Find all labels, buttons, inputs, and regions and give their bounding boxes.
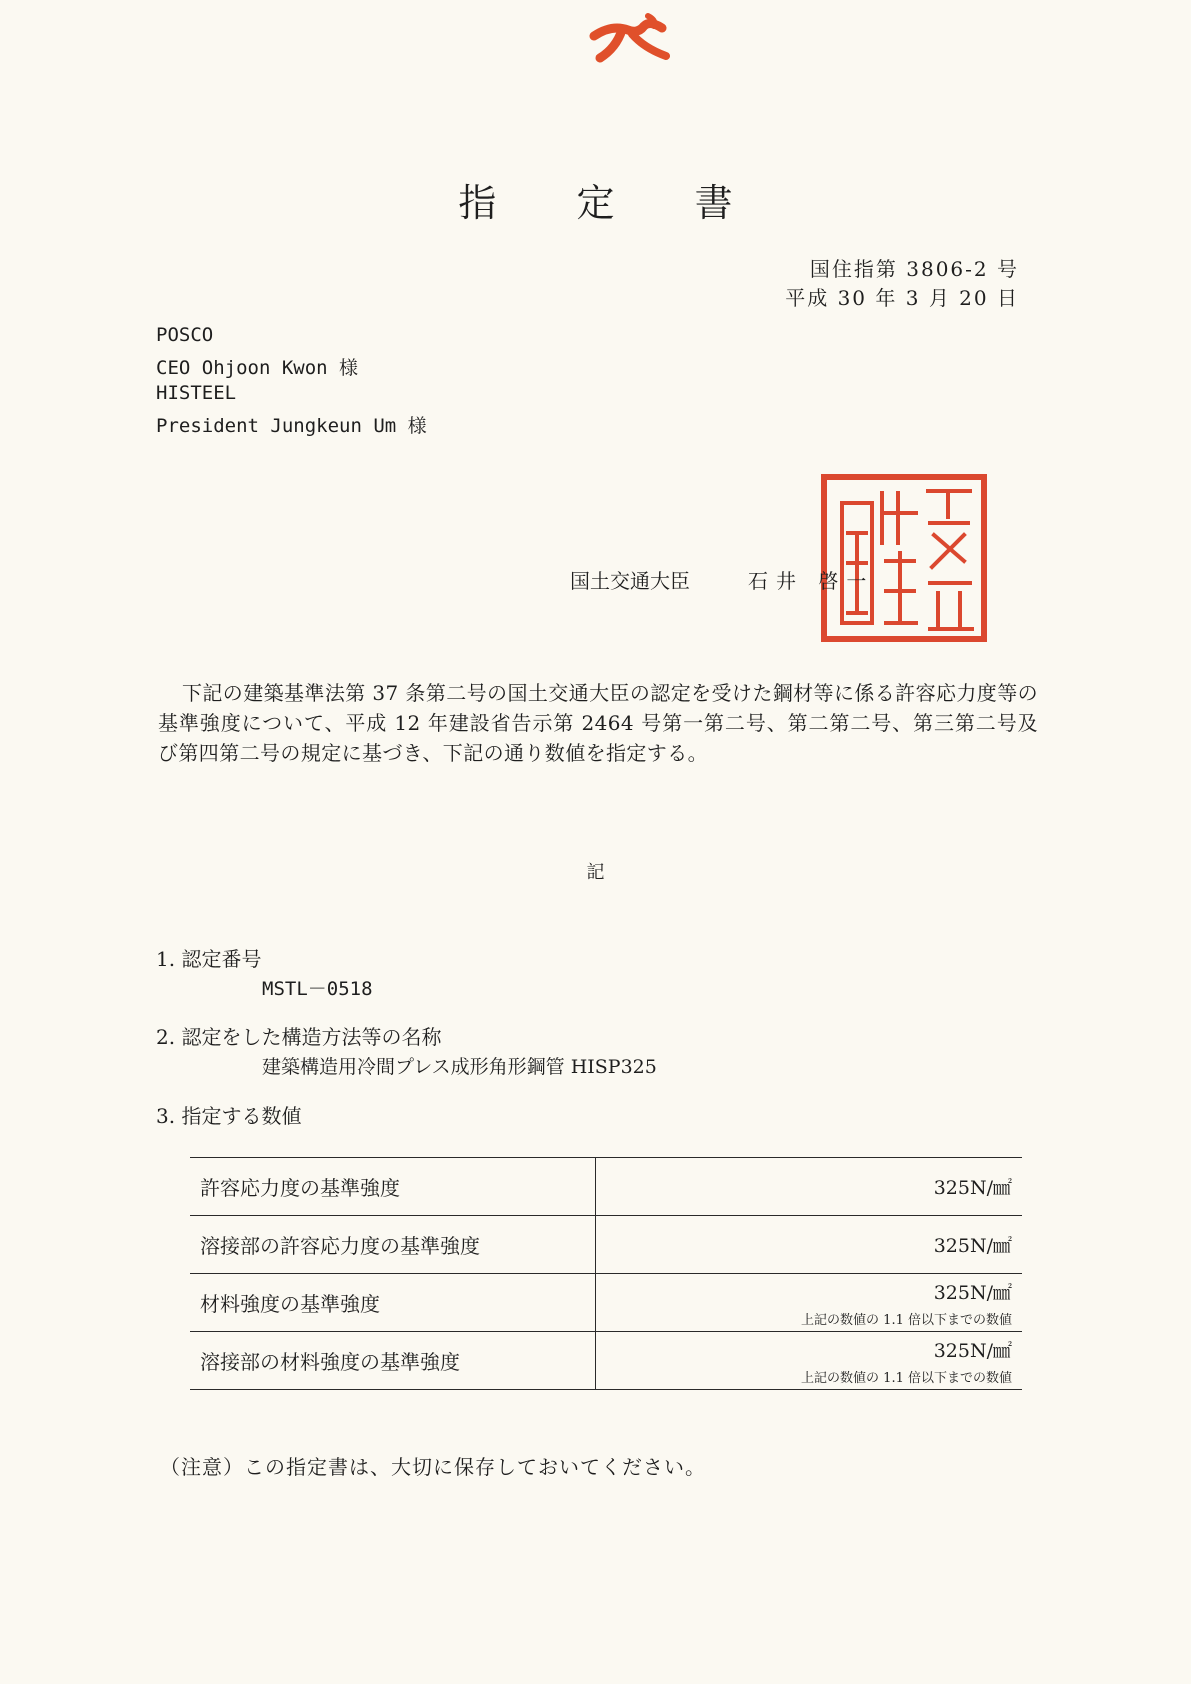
- table-value-cell: [596, 1216, 1023, 1274]
- table-row: [190, 1158, 1022, 1216]
- addressee-company-2: HISTEEL: [156, 382, 237, 404]
- item-1-label: 1. 認定番号: [156, 947, 262, 971]
- table-value: 325N/㎟: [933, 1177, 1012, 1199]
- item-1-value: MSTL－0518: [262, 978, 373, 1000]
- table-value-cell: [596, 1332, 1023, 1390]
- top-red-mark: [582, 12, 682, 70]
- item-3-label: 3. 指定する数値: [156, 1104, 302, 1128]
- designated-values-table: [190, 1157, 1022, 1390]
- table-key: 溶接部の材料強度の基準強度: [190, 1332, 596, 1390]
- caution-note: （注意）この指定書は、大切に保存しておいてください。: [160, 1455, 706, 1479]
- table-value: 325N/㎟: [933, 1235, 1012, 1257]
- document-title: 指 定 書: [458, 181, 767, 225]
- table-row: [190, 1332, 1022, 1390]
- designation-body-text: 下記の建築基準法第 37 条第二号の国土交通大臣の認定を受けた鋼材等に係る許容応力度等の基準強度について、平成 12 年建設省告示第 2464 号第一第二号、第二第二号、第三第二号及び第四第二号の規定に基づき、下記の通り数値を指定する。: [158, 681, 1038, 765]
- table-value-note: 上記の数値の 1.1 倍以下までの数値: [801, 1312, 1012, 1328]
- issue-date: 平成 30 年 3 月 20 日: [785, 286, 1019, 310]
- table-key: 溶接部の許容応力度の基準強度: [190, 1216, 596, 1274]
- item-2-label: 2. 認定をした構造方法等の名称: [156, 1025, 442, 1049]
- issuer-title: 国土交通大臣: [570, 569, 690, 593]
- table-key: 材料強度の基準強度: [190, 1274, 596, 1332]
- table-value-cell: [596, 1274, 1023, 1332]
- reference-number: 国住指第 3806-2 号: [809, 257, 1019, 281]
- table-row: [190, 1216, 1022, 1274]
- addressee-company-1: POSCO: [156, 324, 214, 346]
- addressee-person-2: President Jungkeun Um 様: [156, 415, 427, 437]
- ki-heading: 記: [586, 862, 605, 883]
- addressee-person-1: CEO Ohjoon Kwon 様: [156, 357, 359, 379]
- table-value-cell: [596, 1158, 1023, 1216]
- table-value: 325N/㎟: [933, 1281, 1012, 1304]
- item-2-value: 建築構造用冷間プレス成形角形鋼管 HISP325: [262, 1056, 657, 1078]
- table-value: 325N/㎟: [933, 1339, 1012, 1362]
- table-key: 許容応力度の基準強度: [190, 1158, 596, 1216]
- table-value-note: 上記の数値の 1.1 倍以下までの数値: [801, 1370, 1012, 1386]
- table-row: [190, 1274, 1022, 1332]
- official-seal-stamp: [820, 473, 988, 643]
- issuer-name: 石井 啓一: [748, 569, 875, 593]
